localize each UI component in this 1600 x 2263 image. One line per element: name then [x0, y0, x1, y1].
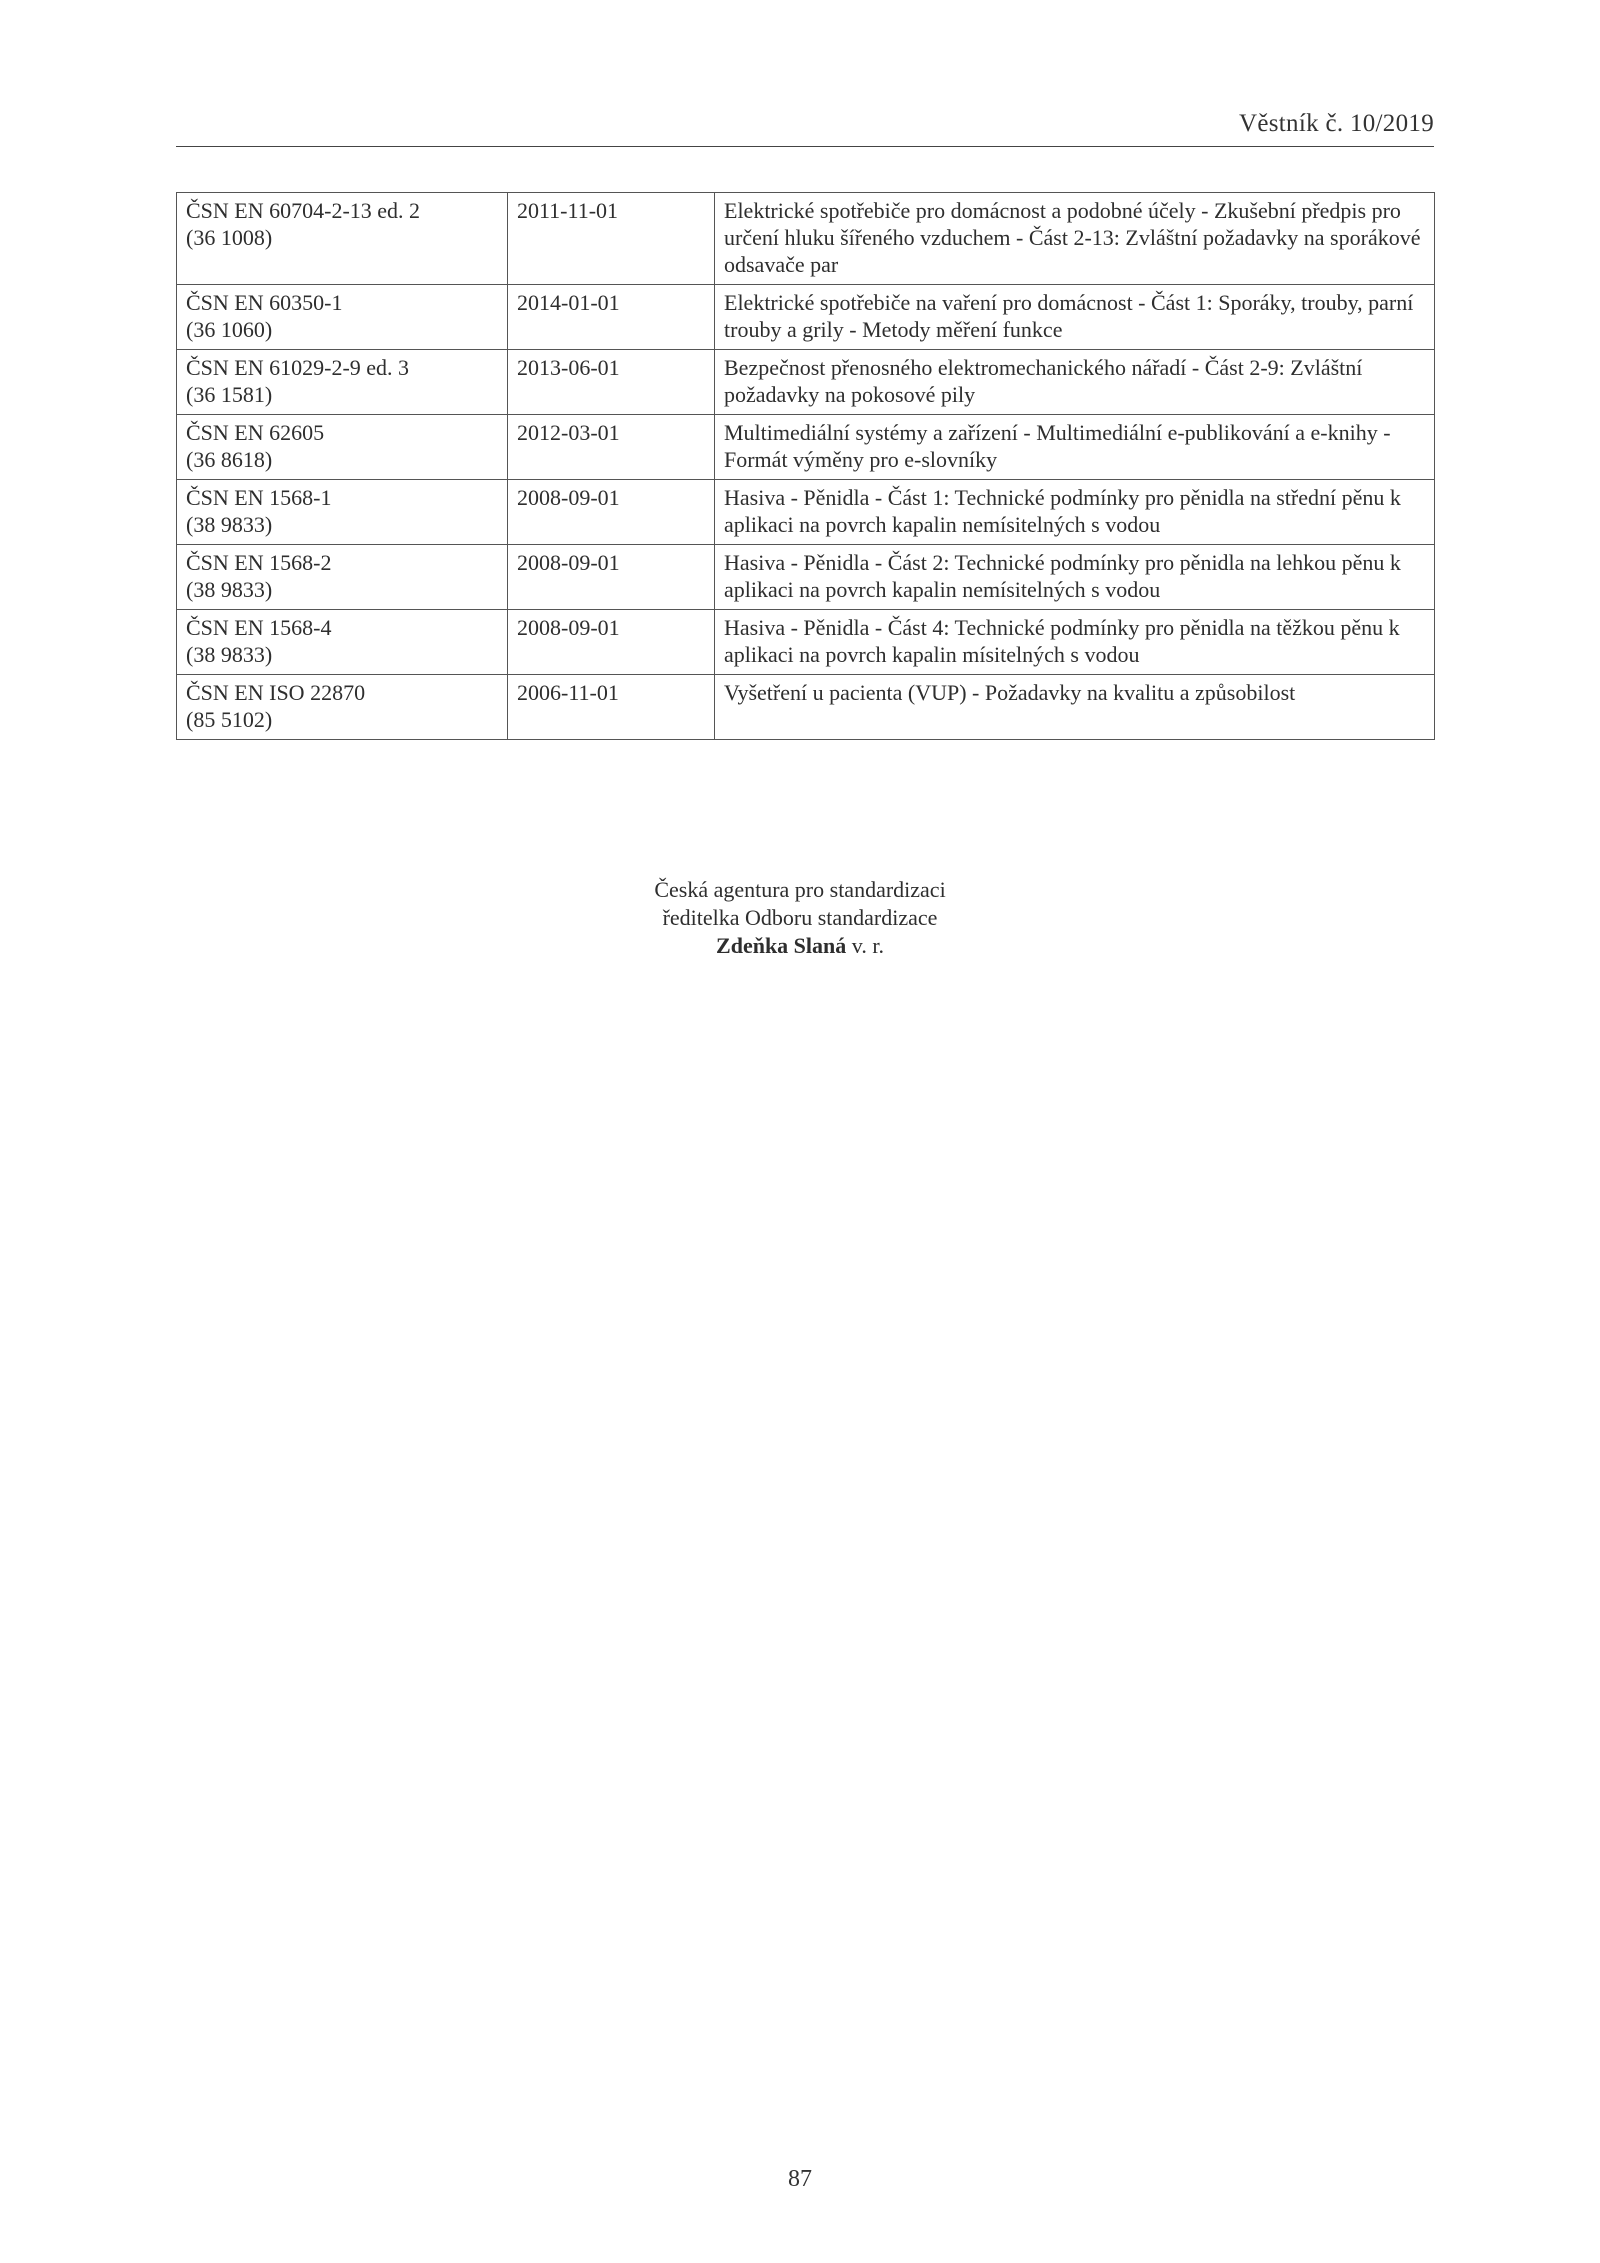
standard-code: ČSN EN 1568-4	[186, 615, 332, 640]
signature-name: Zdeňka Slaná	[716, 933, 847, 958]
header-rule	[176, 146, 1434, 147]
standard-class-number: (36 1008)	[186, 225, 273, 250]
standard-code: ČSN EN 1568-2	[186, 550, 332, 575]
table-row	[177, 545, 1435, 610]
standard-class-number: (38 9833)	[186, 642, 273, 667]
standard-class-number: (36 1581)	[186, 382, 273, 407]
standard-title: Elektrické spotřebiče na vaření pro domácnost - Část 1: Sporáky, trouby, parní trouby a grily - Metody měření funkce	[715, 285, 1435, 350]
standard-title: Vyšetření u pacienta (VUP) - Požadavky na kvalitu a způsobilost	[715, 675, 1435, 740]
standard-date: 2008-09-01	[508, 610, 715, 675]
standard-class-number: (36 8618)	[186, 447, 273, 472]
standard-code: ČSN EN 1568-1	[186, 485, 332, 510]
standard-class-number: (85 5102)	[186, 707, 273, 732]
table-row	[177, 285, 1435, 350]
signature-block	[0, 876, 1600, 960]
standard-date: 2011-11-01	[508, 193, 715, 285]
standard-title: Hasiva - Pěnidla - Část 2: Technické podmínky pro pěnidla na lehkou pěnu k aplikaci na povrch kapalin nemísitelných s vodou	[715, 545, 1435, 610]
standard-date: 2012-03-01	[508, 415, 715, 480]
table-row	[177, 480, 1435, 545]
table-row	[177, 193, 1435, 285]
table-row	[177, 415, 1435, 480]
standard-date: 2006-11-01	[508, 675, 715, 740]
standard-title: Hasiva - Pěnidla - Část 1: Technické podmínky pro pěnidla na střední pěnu k aplikaci na povrch kapalin nemísitelných s vodou	[715, 480, 1435, 545]
standard-code-cell	[177, 545, 508, 610]
standard-code-cell	[177, 675, 508, 740]
table-row	[177, 675, 1435, 740]
standard-title: Bezpečnost přenosného elektromechanického nářadí - Část 2-9: Zvláštní požadavky na pokosové pily	[715, 350, 1435, 415]
signature-organization: Česká agentura pro standardizaci	[654, 877, 946, 902]
signature-name-line	[0, 932, 1600, 960]
standard-class-number: (38 9833)	[186, 512, 273, 537]
standard-code-cell	[177, 610, 508, 675]
standard-code-cell	[177, 193, 508, 285]
standard-code: ČSN EN 61029-2-9 ed. 3	[186, 355, 410, 380]
page-number: 87	[788, 2166, 812, 2192]
standard-code: ČSN EN 62605	[186, 420, 325, 445]
standard-code: ČSN EN ISO 22870	[186, 680, 366, 705]
standard-date: 2013-06-01	[508, 350, 715, 415]
signature-suffix: v. r.	[851, 933, 884, 958]
standard-code: ČSN EN 60350-1	[186, 290, 343, 315]
standard-title: Multimediální systémy a zařízení - Multimediální e-publikování a e-knihy - Formát výměny pro e-slovníky	[715, 415, 1435, 480]
standard-date: 2008-09-01	[508, 480, 715, 545]
standard-code-cell	[177, 415, 508, 480]
table-row	[177, 610, 1435, 675]
standard-date: 2014-01-01	[508, 285, 715, 350]
standard-code: ČSN EN 60704-2-13 ed. 2	[186, 198, 421, 223]
standard-code-cell	[177, 350, 508, 415]
standard-class-number: (38 9833)	[186, 577, 273, 602]
standard-class-number: (36 1060)	[186, 317, 273, 342]
standards-table	[176, 192, 1435, 740]
journal-header-title: Věstník č. 10/2019	[1239, 110, 1434, 137]
standard-title: Elektrické spotřebiče pro domácnost a podobné účely - Zkušební předpis pro určení hluku šířeného vzduchem - Část 2-13: Zvláštní požadavky na sporákové odsavače par	[715, 193, 1435, 285]
standard-code-cell	[177, 285, 508, 350]
table-row	[177, 350, 1435, 415]
standard-code-cell	[177, 480, 508, 545]
signature-role: ředitelka Odboru standardizace	[662, 905, 938, 930]
standard-date: 2008-09-01	[508, 545, 715, 610]
standard-title: Hasiva - Pěnidla - Část 4: Technické podmínky pro pěnidla na těžkou pěnu k aplikaci na povrch kapalin mísitelných s vodou	[715, 610, 1435, 675]
